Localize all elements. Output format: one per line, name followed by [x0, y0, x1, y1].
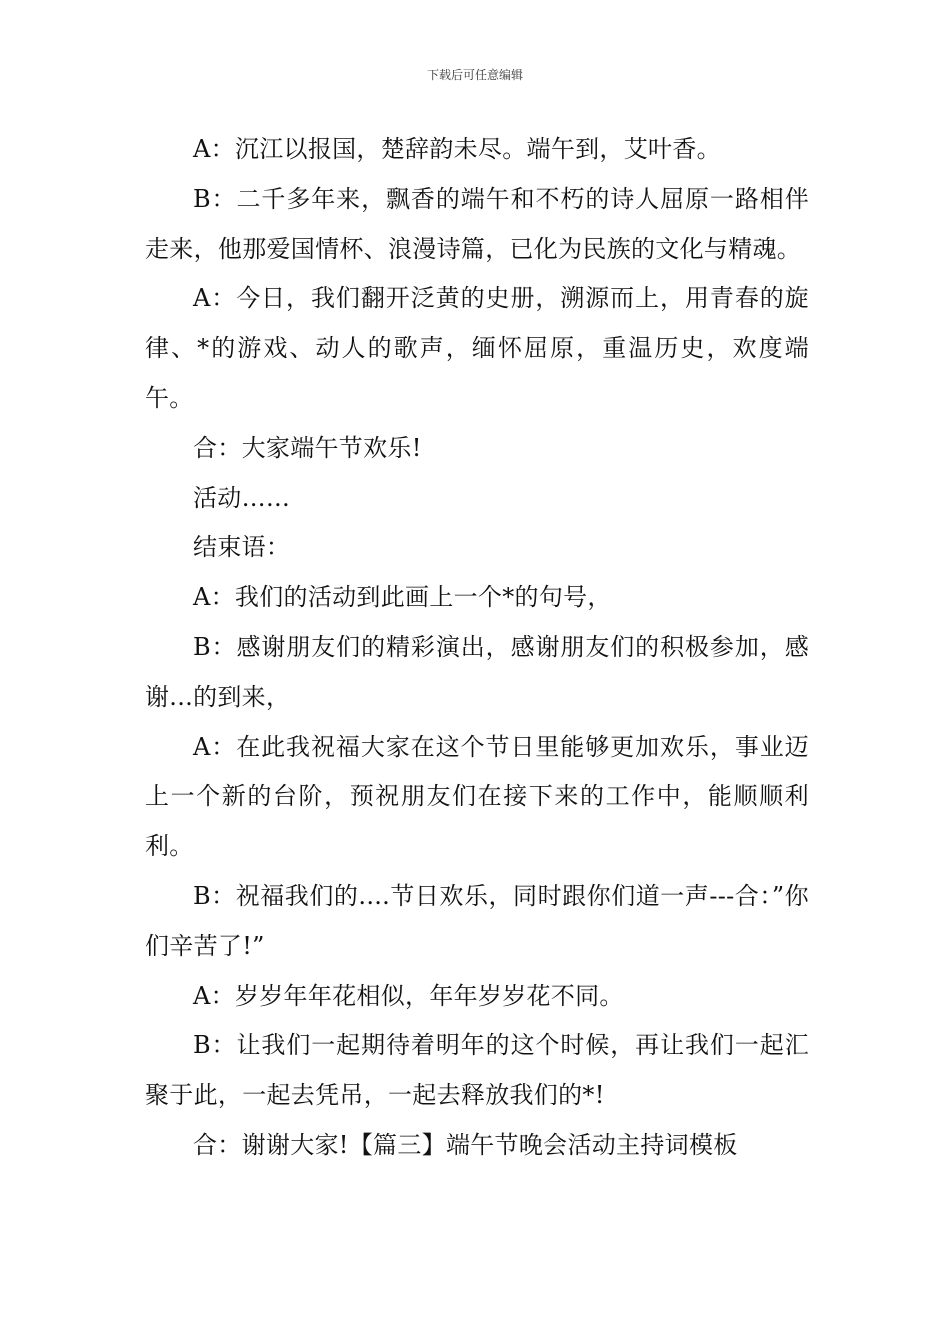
paragraph: A：在此我祝福大家在这个节日里能够更加欢乐，事业迈上一个新的台阶，预祝朋友们在接下来的工作中，能顺顺利利。 [145, 732, 809, 861]
paragraph: B：祝福我们的....节日欢乐，同时跟你们道一声---合：”你们辛苦了!” [145, 881, 809, 960]
paragraph: A：我们的活动到此画上一个*的句号， [193, 583, 612, 612]
document-body [145, 125, 809, 1171]
paragraph: A：岁岁年年花相似，年年岁岁花不同。 [193, 981, 624, 1010]
page-header-note: 下载后可任意编辑 [426, 68, 523, 82]
paragraph: A：沉江以报国，楚辞韵未尽。端午到，艾叶香。 [193, 135, 721, 163]
paragraph: A：今日，我们翻开泛黄的史册，溯源而上，用青春的旋律、*的游戏、动人的歌声，缅怀屈原，重温历史，欢度端午。 [145, 284, 809, 412]
paragraph: 合：谢谢大家!【篇三】端午节晚会活动主持词模板 [193, 1130, 738, 1159]
paragraph: B：感谢朋友们的精彩演出，感谢朋友们的积极参加，感谢...的到来， [145, 632, 809, 711]
paragraph: B：二千多年来，飘香的端午和不朽的诗人屈原一路相伴走来，他那爱国情杯、浪漫诗篇，已化为民族的文化与精魂。 [145, 184, 809, 263]
paragraph: 活动…… [193, 483, 291, 512]
paragraph: B：让我们一起期待着明年的这个时候，再让我们一起汇聚于此，一起去凭吊，一起去释放我们的*! [145, 1031, 809, 1110]
paragraph: 合：大家端午节欢乐! [193, 433, 422, 462]
paragraph: 结束语： [193, 533, 291, 562]
